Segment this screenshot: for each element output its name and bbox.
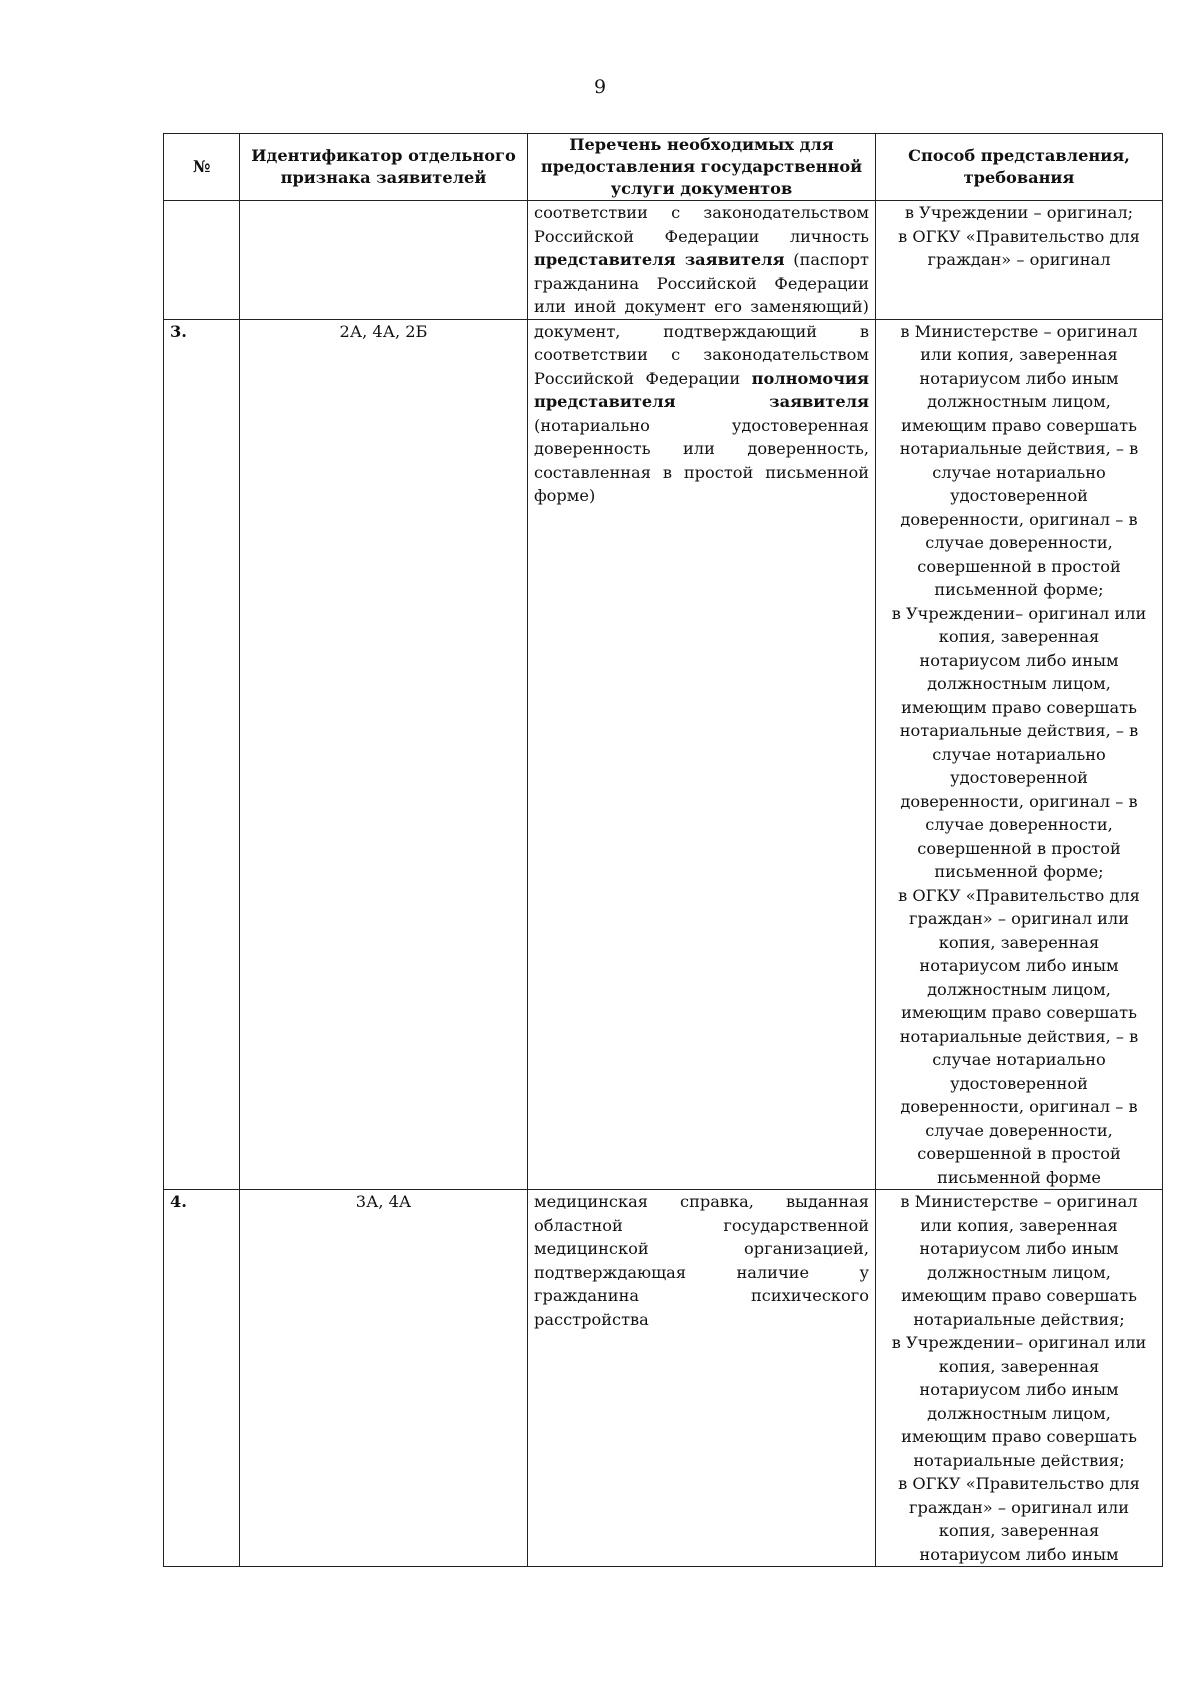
method-text-line: совершенной в простой (917, 556, 1121, 576)
document-text-line: гражданина Российской Федерации (534, 273, 869, 293)
header-documents: Перечень необходимых для предоставления государственной услуги документов (528, 134, 876, 201)
submission-method (876, 1190, 1163, 1567)
table-row (164, 1190, 1163, 1567)
applicant-identifier: 2А, 4А, 2Б (240, 319, 528, 1190)
method-text-line: совершенной в простой (917, 1144, 1121, 1163)
method-text-line: письменной форме; (934, 580, 1104, 599)
method-text-line: копия, заверенная (938, 627, 1100, 646)
method-text-line: или копия, заверенная (920, 1215, 1118, 1235)
document-text-line (534, 367, 869, 391)
page-number: 9 (593, 76, 607, 98)
method-text-line: доверенности, оригинал – в (900, 509, 1138, 529)
applicant-identifier: 3А, 4А (240, 1190, 528, 1567)
method-text-line: нотариальные действия; (913, 1309, 1125, 1329)
method-text-line: удостоверенной (950, 1073, 1088, 1093)
header-method: Способ представления, требования (876, 134, 1163, 201)
documents-table (163, 133, 1163, 1567)
method-text-line: удостоверенной (950, 768, 1088, 787)
method-text-line: в Министерстве – оригинал (900, 321, 1138, 341)
method-text-line: совершенной в простой (917, 838, 1121, 858)
method-text-line: нотариусом либо иным (919, 368, 1119, 388)
table-row (164, 201, 1163, 320)
method-text-line: письменной форме (937, 1167, 1101, 1187)
applicant-identifier (240, 201, 528, 320)
document-text-line: гражданина психического (534, 1286, 869, 1305)
method-text-line: в Учреждении – оригинал; (904, 203, 1134, 222)
method-text-line: копия, заверенная (938, 1356, 1100, 1376)
method-text-line: нотариальные действия, – в (899, 439, 1139, 458)
document-text-line: медицинская справка, выданная (534, 1192, 869, 1211)
document-text-line: или иной документ его заменяющий) (534, 297, 869, 316)
method-text-line: в Министерстве – оригинал (900, 1192, 1138, 1211)
document-text-line (534, 248, 869, 272)
document-text-line: форме) (534, 486, 596, 505)
method-text-line: граждан» – оригинал (927, 250, 1111, 269)
required-documents (528, 1190, 876, 1567)
table-row (164, 319, 1163, 1190)
method-text-line: должностным лицом, (927, 674, 1111, 693)
document-text-line: составленная в простой письменной (534, 462, 869, 482)
method-text-line: доверенности, оригинал – в (900, 791, 1138, 811)
document-text-line: (нотариально удостоверенная (534, 415, 869, 435)
method-text-line: нотариальные действия, – в (899, 721, 1139, 740)
method-text-line: нотариальные действия; (913, 1450, 1125, 1470)
header-num: № (164, 134, 240, 201)
method-text-line: или копия, заверенная (920, 345, 1118, 364)
method-text-line: нотариальные действия, – в (899, 1026, 1139, 1046)
document-text-line: областной государственной (534, 1215, 869, 1235)
emphasized-text: представителя заявителя (534, 250, 785, 269)
method-text-line: доверенности, оригинал – в (900, 1097, 1138, 1116)
document-text-line: Российской Федерации личность (534, 226, 869, 246)
document-text-line: соответствии с законодательством (534, 345, 869, 364)
method-text-line: имеющим право совершать (901, 415, 1137, 435)
method-text-line: копия, заверенная (938, 1521, 1100, 1540)
header-identifier: Идентификатор отдельного признака заявителей (240, 134, 528, 201)
emphasized-text: представителя заявителя (534, 392, 869, 411)
method-text-line: имеющим право совершать (901, 1427, 1137, 1446)
row-number: 3. (164, 319, 240, 1190)
submission-method (876, 201, 1163, 320)
submission-method (876, 319, 1163, 1190)
document-text-line: доверенность или доверенность, (534, 439, 869, 458)
emphasized-text: полномочия (751, 368, 869, 388)
row-number: 4. (164, 1190, 240, 1567)
method-text-line: нотариусом либо иным (919, 1544, 1119, 1564)
document-text: Российской Федерации (534, 368, 752, 388)
method-text-line: должностным лицом, (927, 1262, 1111, 1282)
method-text-line: должностным лицом, (927, 979, 1111, 999)
method-text-line: имеющим право совершать (901, 1286, 1137, 1305)
method-text-line: случае доверенности, (925, 815, 1113, 834)
method-text-line: случае нотариально (932, 744, 1106, 764)
method-text-line: случае нотариально (932, 1050, 1106, 1069)
method-text-line: имеющим право совершать (901, 697, 1137, 717)
document-text-line (534, 390, 869, 414)
document-text-line: соответствии с законодательством (534, 203, 869, 222)
method-text-line: должностным лицом, (927, 392, 1111, 411)
method-text-line: в Учреждении– оригинал или (891, 1333, 1147, 1352)
method-text-line: имеющим право совершать (901, 1003, 1137, 1022)
document-text-line: документ, подтверждающий в (534, 321, 869, 341)
method-text-line: в Учреждении– оригинал или (891, 603, 1147, 623)
method-text-line: копия, заверенная (938, 932, 1100, 952)
method-text-line: письменной форме; (934, 862, 1104, 881)
method-text-line: в ОГКУ «Правительство для (898, 1474, 1140, 1493)
method-text-line: граждан» – оригинал или (909, 909, 1129, 928)
method-text-line: удостоверенной (950, 486, 1088, 505)
required-documents (528, 319, 876, 1190)
table-header-row (164, 134, 1163, 201)
method-text-line: нотариусом либо иным (919, 956, 1119, 975)
method-text-line: граждан» – оригинал или (909, 1497, 1129, 1517)
document-text-line: медицинской организацией, (534, 1239, 869, 1258)
method-text-line: в ОГКУ «Правительство для (898, 226, 1140, 246)
method-text-line: нотариусом либо иным (919, 1239, 1119, 1258)
document-text-line: расстройства (534, 1309, 649, 1329)
document-text: (паспорт (784, 250, 869, 269)
method-text-line: нотариусом либо иным (919, 650, 1119, 670)
required-documents (528, 201, 876, 320)
method-text-line: нотариусом либо иным (919, 1380, 1119, 1399)
method-text-line: случае доверенности, (925, 1120, 1113, 1140)
method-text-line: случае доверенности, (925, 533, 1113, 552)
method-text-line: случае нотариально (932, 462, 1106, 482)
method-text-line: в ОГКУ «Правительство для (898, 885, 1140, 905)
table-body (164, 201, 1163, 1567)
method-text-line: должностным лицом, (927, 1403, 1111, 1423)
document-text-line: подтверждающая наличие у (534, 1262, 869, 1282)
row-number (164, 201, 240, 320)
